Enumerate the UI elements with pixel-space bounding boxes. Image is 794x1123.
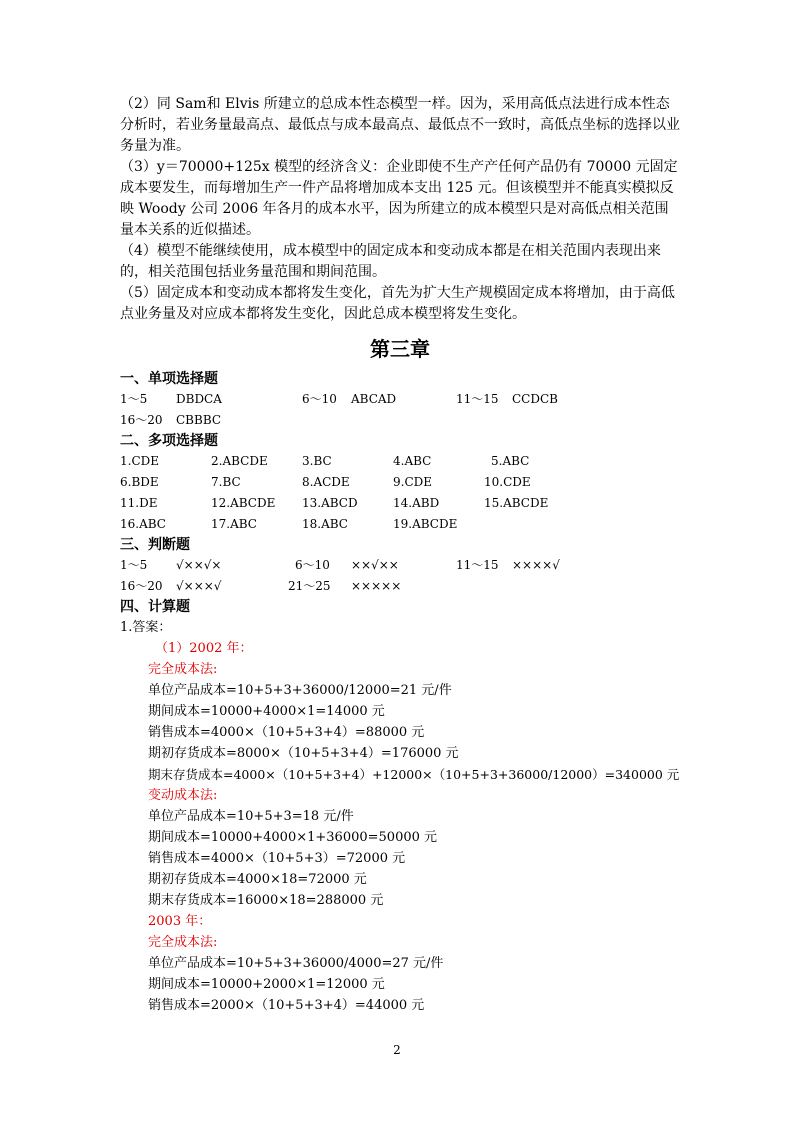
- year-2002-heading: （1）2002 年：: [155, 641, 253, 656]
- answer: 16.ABC: [120, 517, 166, 531]
- range-label: 16～20: [120, 579, 163, 593]
- full-cost-heading-2002: 完全成本法:: [148, 662, 218, 677]
- calc-line: 期末存货成本=4000×（10+5+3+4）+12000×（10+5+3+36000/12000）=340000 元: [148, 767, 680, 782]
- section-multi-choice: 二、多项选择题: [120, 433, 218, 449]
- paragraph-3: （3）y＝70000+125x 模型的经济含义：企业即使不生产产任何产品仍有 70000 元固定成本要发生，而每增加生产一件产品将增加成本支出 125 元。但该模型并不能真实模拟反映 Woody 公司 2006 年各月的成本水平，因为所建立的成本模型只是对高低点相关范围量本关系的近似描述。: [120, 159, 678, 238]
- answers: √×××√: [176, 579, 222, 593]
- range-label: 1～5: [120, 558, 148, 572]
- section-judge: 三、判断题: [120, 537, 190, 553]
- range-label: 16～20: [120, 413, 163, 427]
- answers: CCDCB: [512, 392, 558, 406]
- multi-choice-row: [120, 514, 680, 535]
- page-number: 2: [393, 1043, 401, 1057]
- answer: 10.CDE: [484, 475, 531, 489]
- calc-line: 期间成本=10000+4000×1+36000=50000 元: [148, 830, 438, 845]
- calc-line: 期间成本=10000+4000×1=14000 元: [148, 704, 385, 719]
- var-cost-heading-2002: 变动成本法:: [148, 788, 218, 803]
- answer: 5.ABC: [491, 454, 530, 468]
- calc-line: 单位产品成本=10+5+3+36000/4000=27 元/件: [148, 956, 444, 971]
- answers: ××√××: [351, 558, 399, 572]
- answers: DBDCA: [176, 392, 222, 406]
- answers: ×××××: [351, 579, 402, 593]
- answer: 14.ABD: [393, 496, 440, 510]
- answer: 13.ABCD: [302, 496, 358, 510]
- answer: 1.CDE: [120, 454, 160, 468]
- calc-line: 单位产品成本=10+5+3+36000/12000=21 元/件: [148, 683, 452, 698]
- answer: 17.ABC: [211, 517, 257, 531]
- answer: 2.ABCDE: [211, 454, 268, 468]
- answer: 12.ABCDE: [211, 496, 276, 510]
- answer: 15.ABCDE: [484, 496, 549, 510]
- calc-line: 期初存货成本=8000×（10+5+3+4）=176000 元: [148, 746, 459, 761]
- calc-line: 销售成本=2000×（10+5+3+4）=44000 元: [148, 998, 425, 1013]
- judge-row: [120, 555, 680, 576]
- range-label: 1～5: [120, 392, 148, 406]
- answer: 19.ABCDE: [393, 517, 458, 531]
- answer: 11.DE: [120, 496, 158, 510]
- answer: 18.ABC: [302, 517, 348, 531]
- judge-row: [120, 576, 680, 597]
- answers: ××××√: [512, 558, 560, 572]
- multi-choice-row: [120, 493, 680, 514]
- answers: CBBBC: [176, 413, 222, 427]
- year-2003-heading: 2003 年：: [148, 914, 212, 929]
- document-page: [120, 94, 680, 1016]
- calc-line: 期间成本=10000+2000×1=12000 元: [148, 977, 385, 992]
- full-cost-heading-2003: 完全成本法:: [148, 935, 218, 950]
- answer: 4.ABC: [393, 454, 432, 468]
- range-label: 11～15: [456, 558, 499, 572]
- answers: √××√×: [176, 558, 222, 572]
- multi-choice-row: [120, 451, 680, 472]
- calc-line: 期初存货成本=4000×18=72000 元: [148, 872, 367, 887]
- calc-line: 单位产品成本=10+5+3=18 元/件: [148, 809, 354, 824]
- answer-label: 1.答案：: [120, 620, 172, 635]
- paragraph-2: （2）同 Sam和 Elvis 所建立的总成本性态模型一样。因为，采用高低点法进行成本性态分析时，若业务量最高点、最低点与成本最高点、最低点不一致时，高低点坐标的选择以业务量为准。: [120, 96, 680, 154]
- calc-line: 销售成本=4000×（10+5+3）=72000 元: [148, 851, 406, 866]
- calc-line: 期末存货成本=16000×18=288000 元: [148, 893, 384, 908]
- single-choice-row: [120, 389, 680, 410]
- calc-line: 销售成本=4000×（10+5+3+4）=88000 元: [148, 725, 425, 740]
- answers: ABCAD: [351, 392, 397, 406]
- answer: 9.CDE: [393, 475, 433, 489]
- section-calc: 四、计算题: [120, 599, 190, 615]
- range-label: 6～10: [295, 558, 330, 572]
- answer: 8.ACDE: [302, 475, 350, 489]
- answer: 7.BC: [211, 475, 241, 489]
- answer: 6.BDE: [120, 475, 159, 489]
- section-single-choice: 一、单项选择题: [120, 371, 218, 387]
- paragraph-5: （5）固定成本和变动成本都将发生变化，首先为扩大生产规模固定成本将增加，由于高低点业务量及对应成本都将发生变化，因此总成本模型将发生变化。: [120, 285, 675, 322]
- multi-choice-row: [120, 472, 680, 493]
- paragraph-4: （4）模型不能继续使用，成本模型中的固定成本和变动成本都是在相关范围内表现出来的，相关范围包括业务量范围和期间范围。: [120, 243, 661, 280]
- range-label: 6～10: [302, 392, 337, 406]
- range-label: 21～25: [288, 579, 331, 593]
- answer: 3.BC: [302, 454, 332, 468]
- chapter-title: 第三章: [370, 337, 430, 361]
- range-label: 11～15: [456, 392, 499, 406]
- single-choice-row: [120, 410, 680, 431]
